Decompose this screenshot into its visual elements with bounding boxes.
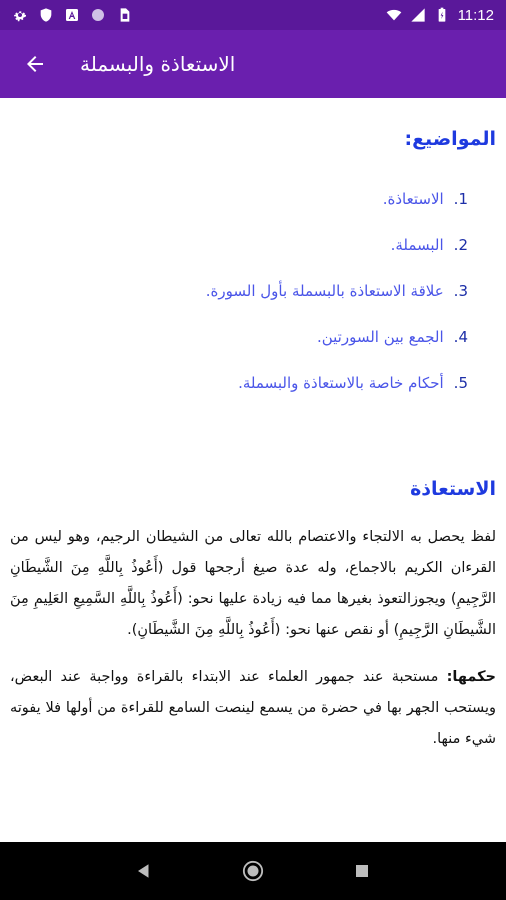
- istiadha-heading: الاستعاذة: [410, 478, 496, 500]
- arrow-left-icon: [23, 52, 47, 76]
- toc-list: [10, 176, 496, 406]
- status-left-icons: [12, 7, 132, 23]
- square-recents-icon: [353, 862, 371, 880]
- sim-icon: [116, 7, 132, 23]
- shield-icon: [38, 7, 54, 23]
- ruling-paragraph: [10, 662, 496, 755]
- topics-heading: المواضيع:: [404, 128, 496, 150]
- nav-home-button[interactable]: [240, 858, 266, 884]
- toc-link[interactable]: البسملة.: [390, 236, 444, 254]
- page-title: الاستعاذة والبسملة: [80, 52, 236, 76]
- istiadha-paragraph: لفظ يحصل به الالتجاء والاعتصام بالله تعالى من الشيطان الرجيم، وهو ليس من القرءان الكريم بالاجماع، وله عدة صيغ أرجحها قول (أَعُوذُ بِاللَّهِ مِنَ الشَّيطَانِ الرَّجِيمِ) ويجوزالتعوذ بغيرها مما فيه زيادة عليها نحو: (أَعُوذُ بِاللَّهِ السَّمِيعِ العَلِيمِ مِنَ الشَّيطَانِ الرَّجِيمِ) أو نقص عنها نحو: (أَعُوذُ بِاللَّهِ مِنَ الشَّيطَانِ).: [10, 529, 496, 638]
- ruling-text: مستحبة عند جمهور العلماء عند الابتداء بالقراءة وواجبة عند البعض، ويستحب الجهر بها في حضرة من يسمع لينصت السامع للقراءة من أولها فلا يفوته شيء منها.: [10, 669, 496, 747]
- a-icon: [64, 7, 80, 23]
- toc-item-1[interactable]: [10, 176, 468, 222]
- nav-back-button[interactable]: [131, 858, 157, 884]
- battery-icon: [434, 7, 450, 23]
- content-area[interactable]: [0, 98, 506, 842]
- toc-link[interactable]: الاستعاذة.: [382, 190, 444, 208]
- navigation-bar: [0, 842, 506, 900]
- nav-recents-button[interactable]: [349, 858, 375, 884]
- toc-number: 5.: [453, 374, 468, 392]
- toc-item-2[interactable]: [10, 222, 468, 268]
- gear-icon: [12, 7, 28, 23]
- toc-number: 2.: [453, 236, 468, 254]
- app-bar: [0, 30, 506, 98]
- toc-number: 1.: [453, 190, 468, 208]
- status-bar: [0, 0, 506, 30]
- toc-link[interactable]: علاقة الاستعاذة بالبسملة بأول السورة.: [205, 282, 444, 300]
- home-circle-icon: [242, 860, 264, 882]
- triangle-back-icon: [135, 862, 153, 880]
- ruling-label: حكمها:: [446, 669, 496, 685]
- back-button[interactable]: [20, 49, 50, 79]
- toc-link[interactable]: الجمع بين السورتين.: [316, 328, 444, 346]
- toc-item-3[interactable]: [10, 268, 468, 314]
- toc-number: 3.: [453, 282, 468, 300]
- circle-icon: [90, 7, 106, 23]
- signal-icon: [410, 7, 426, 23]
- toc-number: 4.: [453, 328, 468, 346]
- toc-link[interactable]: أحكام خاصة بالاستعاذة والبسملة.: [238, 374, 444, 392]
- toc-item-5[interactable]: [10, 360, 468, 406]
- wifi-icon: [386, 7, 402, 23]
- status-right-icons: [386, 7, 494, 24]
- status-time: 11:12: [457, 6, 494, 24]
- toc-item-4[interactable]: [10, 314, 468, 360]
